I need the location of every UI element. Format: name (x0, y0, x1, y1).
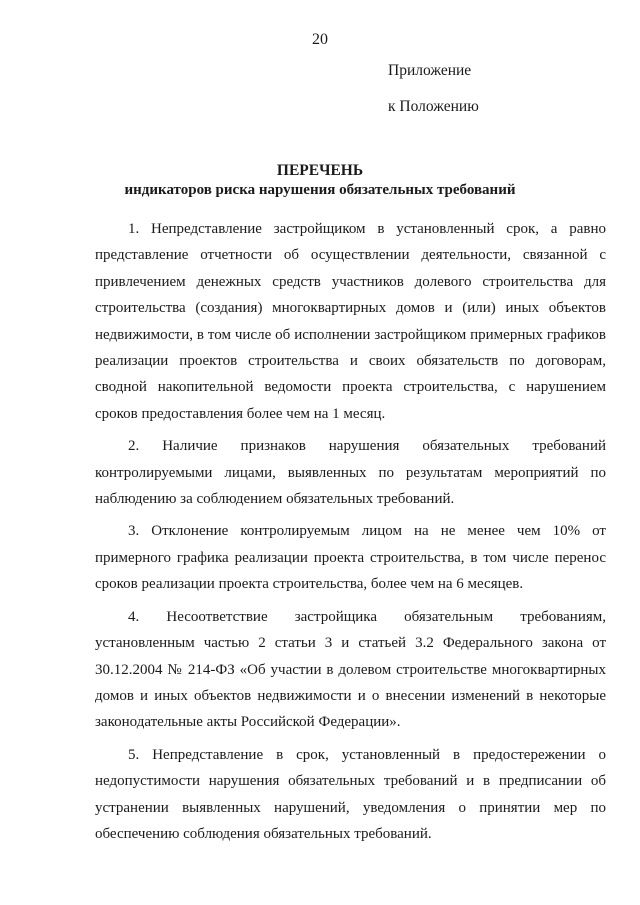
list-title: ПЕРЕЧЕНЬ (276, 162, 364, 179)
page-number: 20 (312, 31, 328, 48)
list-item: 3. Отклонение контролируемым лицом на не менее чем 10% от примерного графика реализации проекта строительства, в том числе перенос сроков реализации проекта строительства, более чем на 6 месяцев. (95, 523, 606, 593)
appendix-label: Приложение (388, 62, 472, 79)
list-subtitle: индикаторов риска нарушения обязательных требований (124, 182, 516, 198)
list-item: 5. Непредставление в срок, установленный в предостережении о недопустимости нарушения обязательных требований и в предписании об устранении выявленных нарушений, уведомления о принятии мер по обеспечению соблюдения обязательных требований. (95, 746, 606, 842)
indicator-list (95, 216, 606, 853)
list-item: 2. Наличие признаков нарушения обязательных требований контролируемыми лицами, выявленных по результатам мероприятий по наблюдению за соблюдением обязательных требований. (95, 438, 606, 508)
appendix-reference: к Положению (388, 98, 479, 115)
list-item: 4. Несоответствие застройщика обязательным требованиям, установленным частью 2 статьи 3 и статьей 3.2 Федерального закона от 30.12.2004 № 214-ФЗ «Об участии в долевом строительстве многоквартирных домов и иных объектов недвижимости и о внесении изменений в некоторые законодательные акты Российской Федерации». (95, 608, 606, 731)
list-item: 1. Непредставление застройщиком в установленный срок, а равно представление отчетности об осуществлении деятельности, связанной с привлечением денежных средств участников долевого строительства для строительства (создания) многоквартирных домов и (или) иных объектов недвижимости, в том числе об исполнении застройщиком примерных графиков реализации проектов строительства и своих обязательств по договорам, сводной накопительной ведомости проекта строительства, с нарушением сроков предоставления более чем на 1 месяц. (95, 221, 606, 422)
